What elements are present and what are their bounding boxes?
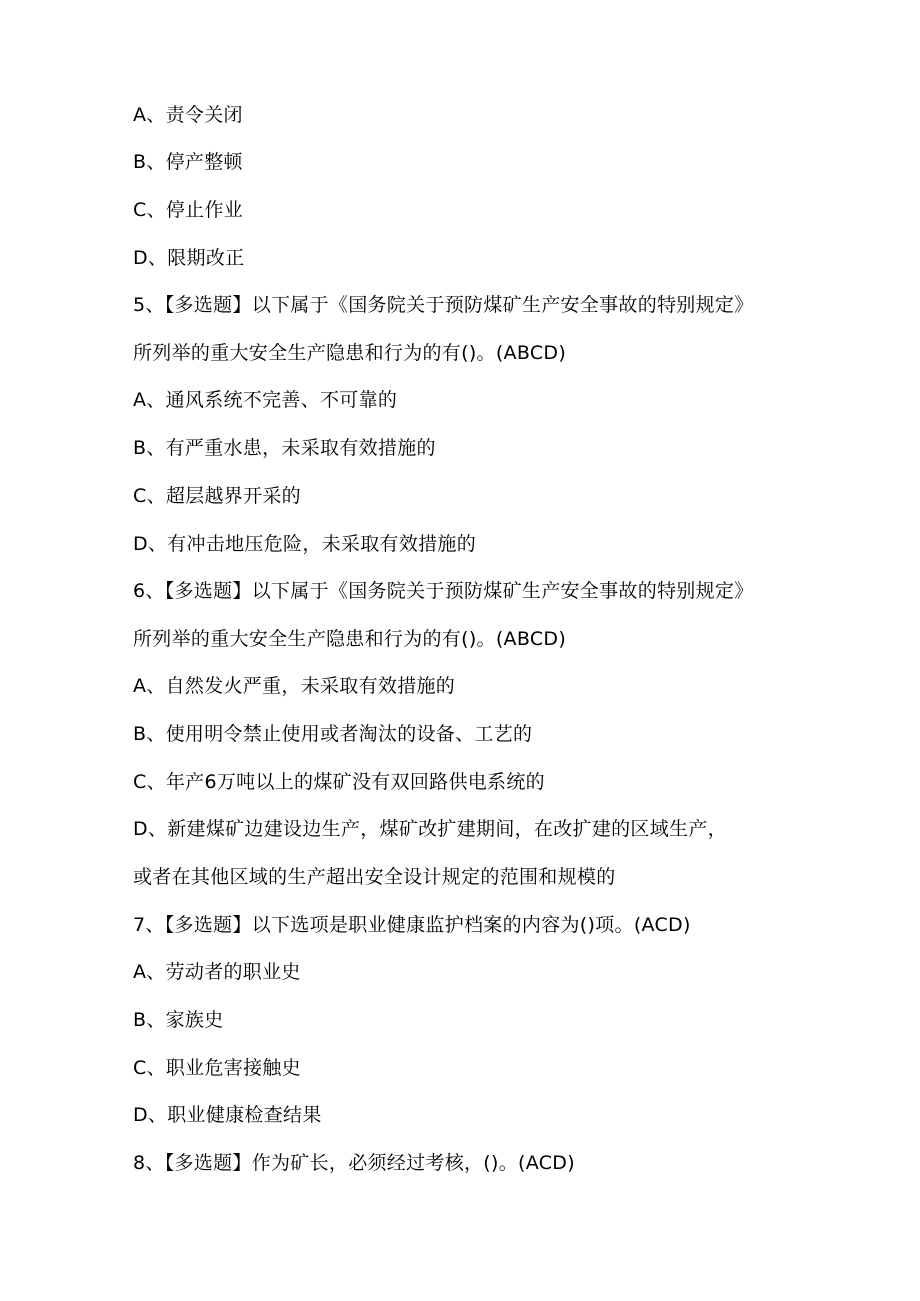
q6-question-line2: 所列举的重大安全生产隐患和行为的有()。(ABCD): [133, 628, 567, 650]
q6-option-a: A、自然发火严重，未采取有效措施的: [133, 675, 456, 697]
q6-question-line1: 6、【多选题】以下属于《国务院关于预防煤矿生产安全事故的特别规定》: [133, 580, 754, 602]
q7-question: 7、【多选题】以下选项是职业健康监护档案的内容为()项。(ACD): [133, 914, 691, 936]
q4-option-d: D、限期改正: [133, 247, 245, 269]
q7-option-c: C、职业危害接触史: [133, 1057, 301, 1079]
q5-option-c: C、超层越界开采的: [133, 485, 301, 507]
q5-question-line1: 5、【多选题】以下属于《国务院关于预防煤矿生产安全事故的特别规定》: [133, 294, 754, 316]
q4-option-c: C、停止作业: [133, 199, 244, 221]
q6-option-d-line1: D、新建煤矿边建设边生产，煤矿改扩建期间，在改扩建的区域生产，: [133, 818, 727, 840]
q4-option-a: A、责令关闭: [133, 104, 243, 126]
q8-question: 8、【多选题】作为矿长，必须经过考核，()。(ACD): [133, 1152, 575, 1174]
q7-option-b: B、家族史: [133, 1009, 224, 1031]
q6-option-b: B、使用明令禁止使用或者淘汰的设备、工艺的: [133, 723, 533, 745]
q5-option-b: B、有严重水患，未采取有效措施的: [133, 437, 436, 459]
q6-option-d-line2: 或者在其他区域的生产超出安全设计规定的范围和规模的: [133, 866, 616, 888]
q5-question-line2: 所列举的重大安全生产隐患和行为的有()。(ABCD): [133, 342, 567, 364]
q5-option-a: A、通风系统不完善、不可靠的: [133, 389, 398, 411]
q6-option-c: C、年产6万吨以上的煤矿没有双回路供电系统的: [133, 771, 545, 793]
q7-option-d: D、职业健康检查结果: [133, 1104, 322, 1126]
q4-option-b: B、停产整顿: [133, 151, 243, 173]
q5-option-d: D、有冲击地压危险，未采取有效措施的: [133, 533, 477, 555]
q7-option-a: A、劳动者的职业史: [133, 961, 301, 983]
